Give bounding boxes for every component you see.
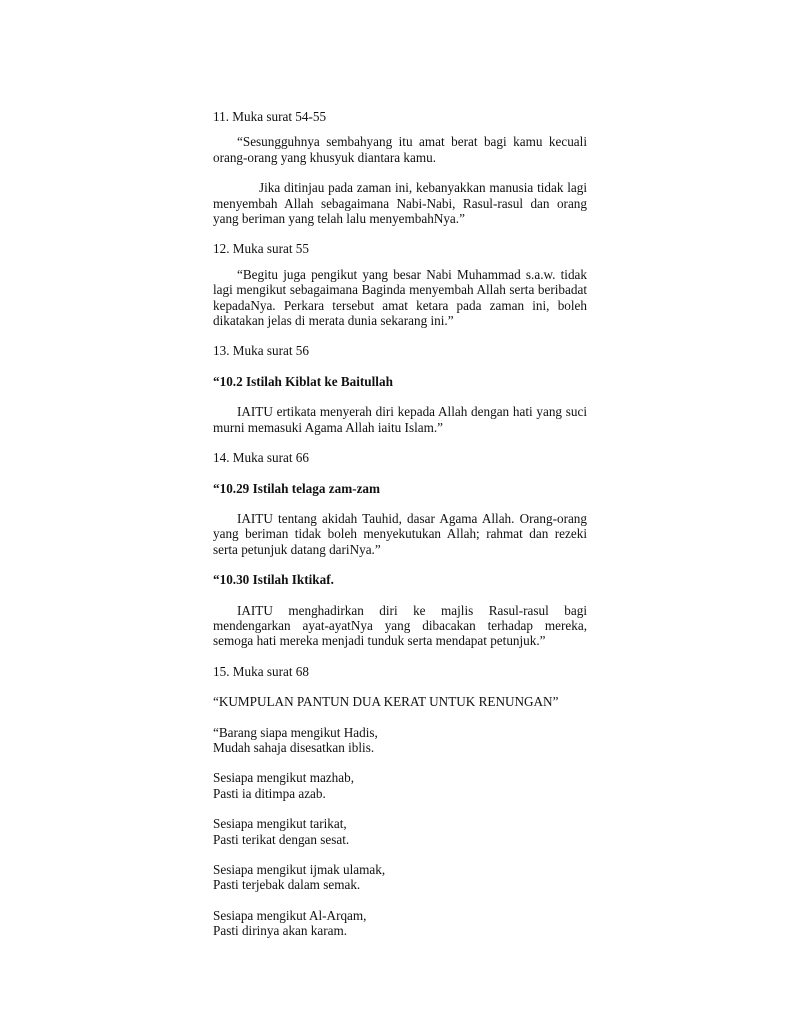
pantun-line: Mudah sahaja disesatkan iblis.: [213, 739, 375, 755]
section-14-subheading-zamzam: “10.29 Istilah telaga zam-zam: [213, 480, 381, 496]
section-14-paragraph-iktikaf: IAITU menghadirkan diri ke majlis Rasul-rasul bagi mendengarkan ayat-ayatNya yang dibacakan terhadap mereka, semoga hati mereka menjadi tunduk serta mendapat petunjuk.”: [213, 602, 587, 649]
section-13-paragraph: IAITU ertikata menyerah diri kepada Allah dengan hati yang suci murni memasuki Agama Allah iaitu Islam.”: [213, 404, 587, 435]
section-12-heading: 12. Muka surat 55: [213, 241, 309, 257]
section-14-subheading-iktikaf: “10.30 Istilah Iktikaf.: [213, 572, 334, 588]
section-11-commentary: Jika ditinjau pada zaman ini, kebanyakkan manusia tidak lagi menyembah Allah sebagaimana Nabi-Nabi, Rasul-rasul dan orang yang beriman yang telah lalu menyembahNya.”: [213, 180, 587, 227]
pantun-line: Sesiapa mengikut tarikat,: [213, 816, 347, 832]
pantun-line: Sesiapa mengikut ijmak ulamak,: [213, 862, 386, 877]
pantun-line: Sesiapa mengikut Al-Arqam,: [213, 907, 367, 923]
section-14-paragraph-zamzam: IAITU tentang akidah Tauhid, dasar Agama Allah. Orang-orang yang beriman tidak boleh menyekutukan Allah; rahmat dan rezeki serta petunjuk datang dariNya.”: [213, 510, 587, 557]
pantun-line: Pasti dirinya akan karam.: [213, 923, 348, 939]
section-12-quote: “Begitu juga pengikut yang besar Nabi Muhammad s.a.w. tidak lagi mengikut sebagaimana Baginda menyembah Allah serta beribadat kepadaNya. Perkara tersebut amat ketara pada zaman ini, boleh dikatakan jelas di merata dunia sekarang ini.”: [213, 266, 587, 329]
section-11-quote: “Sesungguhnya sembahyang itu amat berat bagi kamu kecuali orang-orang yang khusyuk diantara kamu.: [213, 134, 587, 165]
pantun-line: Pasti terjebak dalam semak.: [213, 877, 361, 893]
pantun-title: “KUMPULAN PANTUN DUA KERAT UNTUK RENUNGAN”: [213, 694, 559, 710]
pantun-verse: [213, 770, 587, 801]
pantun-line: Pasti terikat dengan sesat.: [213, 831, 350, 847]
pantun-line: Pasti ia ditimpa azab.: [213, 785, 326, 801]
section-15-heading: 15. Muka surat 68: [213, 663, 309, 679]
pantun-verse: [213, 816, 587, 847]
section-13-subheading: “10.2 Istilah Kiblat ke Baitullah: [213, 373, 393, 389]
section-14-heading: 14. Muka surat 66: [213, 450, 309, 466]
pantun-line: Sesiapa mengikut mazhab,: [213, 770, 354, 786]
section-11-heading: 11. Muka surat 54-55: [213, 109, 327, 124]
pantun-verse: [213, 862, 587, 893]
pantun-verse: [213, 908, 587, 939]
section-13-heading: 13. Muka surat 56: [213, 343, 309, 359]
pantun-verse: [213, 725, 587, 756]
pantun-line: “Barang siapa mengikut Hadis,: [213, 724, 378, 740]
document-page: [213, 109, 587, 939]
